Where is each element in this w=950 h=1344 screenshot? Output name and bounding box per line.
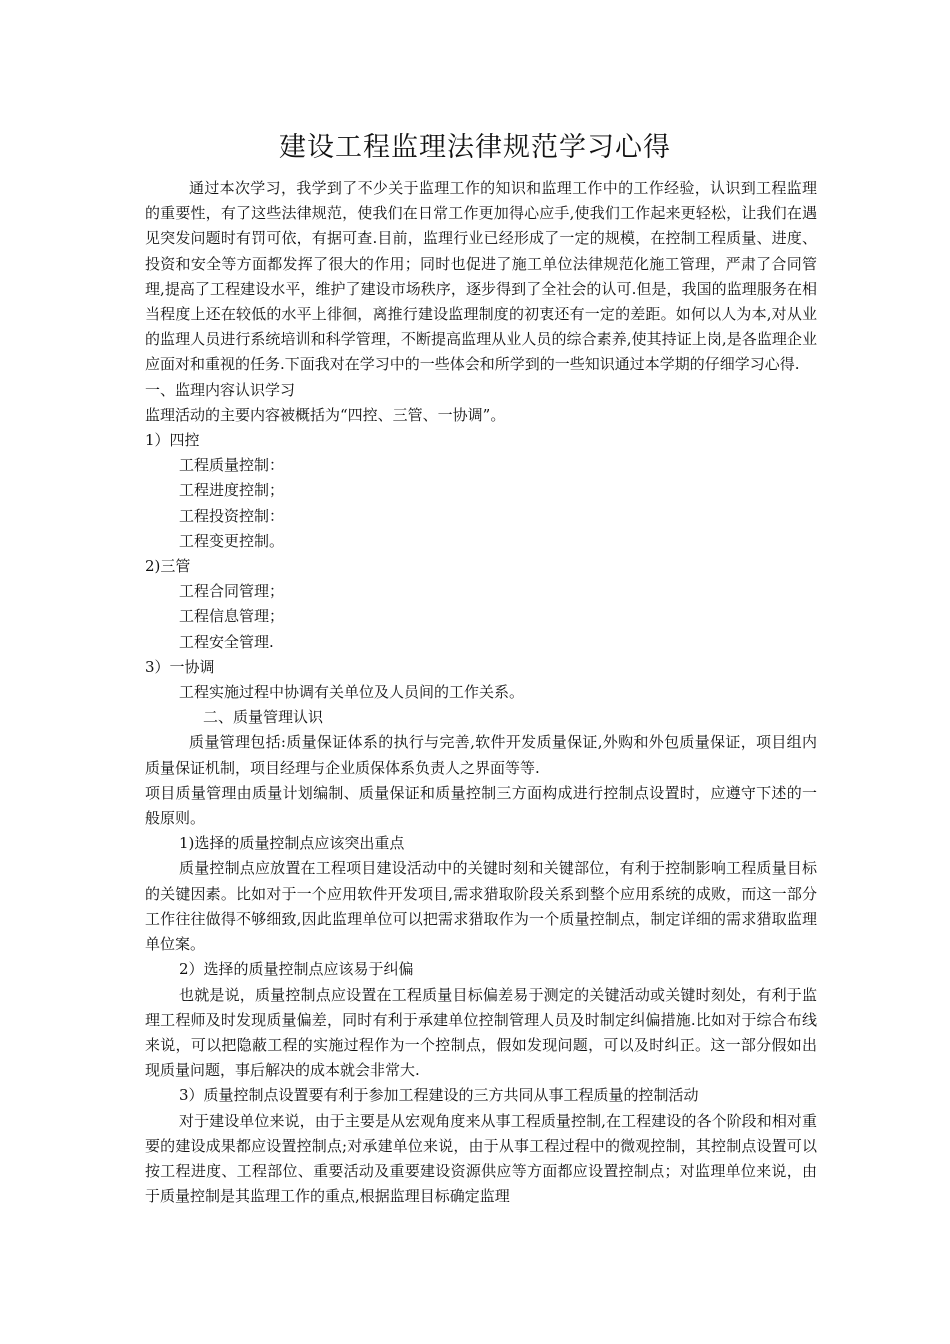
paragraph: 质量管理包括:质量保证体系的执行与完善,软件开发质量保证,外购和外包质量保证，项目组内质量保证机制，项目经理与企业质保体系负责人之界面等等. — [145, 733, 817, 777]
list-item: 工程质量控制： — [179, 456, 285, 475]
principle-heading: 1)选择的质量控制点应该突出重点 — [179, 834, 405, 853]
document-title: 建设工程监理法律规范学习心得 — [279, 132, 671, 163]
subheading-one-coordination: 3）一协调 — [145, 657, 215, 676]
list-item: 工程信息管理； — [179, 607, 285, 626]
document-body — [145, 176, 817, 1209]
paragraph: 质量控制点应放置在工程项目建设活动中的关键时刻和关键部位，有利于控制影响工程质量目标的关键因素。比如对于一个应用软件开发项目,需求猎取阶段关系到整个应用系统的成败，而这一部分工作往往做得不够细致,因此监理单位可以把需求猎取作为一个质量控制点，制定详细的需求猎取监理单位案。 — [145, 859, 817, 954]
principle-heading: 3）质量控制点设置要有利于参加工程建设的三方共同从事工程质量的控制活动 — [179, 1086, 699, 1105]
list-item: 工程合同管理； — [179, 582, 285, 601]
paragraph: 也就是说，质量控制点应设置在工程质量目标偏差易于测定的关键活动或关键时刻处，有利于监理工程师及时发现质量偏差，同时有利于承建单位控制管理人员及时制定纠偏措施.比如对于综合布线来说，可以把隐蔽工程的实施过程作为一个控制点，假如发现问题，可以及时纠正。这一部分假如出现质量问题，事后解决的成本就会非常大. — [145, 985, 817, 1080]
principle-heading: 2）选择的质量控制点应该易于纠偏 — [179, 960, 414, 979]
list-item: 工程进度控制； — [179, 481, 285, 500]
paragraph: 对于建设单位来说，由于主要是从宏观角度来从事工程质量控制,在工程建设的各个阶段和相对重要的建设成果都应设置控制点;对承建单位来说，由于从事工程过程中的微观控制，其控制点设置可以按工程进度、工程部位、重要活动及重要建设资源供应等方面都应设置控制点；对监理单位来说，由于质量控制是其监理工作的重点,根据监理目标确定监理 — [145, 1111, 817, 1206]
subheading-four-controls: 1）四控 — [145, 431, 200, 450]
section-heading-1: 一、监理内容认识学习 — [145, 380, 296, 399]
list-item: 工程安全管理. — [179, 632, 274, 651]
section-heading-2: 二、质量管理认识 — [203, 708, 324, 727]
list-item: 工程投资控制： — [179, 506, 285, 525]
paragraph: 项目质量管理由质量计划编制、质量保证和质量控制三方面构成进行控制点设置时，应遵守下述的一般原则。 — [145, 783, 817, 828]
intro-paragraph: 通过本次学习，我学到了不少关于监理工作的知识和监理工作中的工作经验，认识到工程监理的重要性，有了这些法律规范，使我们在日常工作更加得心应手,使我们工作起来更轻松，让我们在遇见突发问题时有罚可依，有据可查.目前，监理行业已经形成了一定的规模，在控制工程质量、进度、投资和安全等方面都发挥了很大的作用；同时也促进了施工单位法律规范化施工管理，严肃了合同管理,提高了工程建设水平，维护了建设市场秩序，逐步得到了全社会的认可.但是，我国的监理服务在相当程度上还在较低的水平上徘徊，离推行建设监理制度的初衷还有一定的差距。如何以人为本,对从业的监理人员进行系统培训和科学管理，不断提高监理从业人员的综合素养,使其持证上岗,是各监理企业应面对和重视的任务.下面我对在学习中的一些体会和所学到的一些知识通过本学期的仔细学习心得. — [145, 179, 817, 374]
paragraph: 监理活动的主要内容被概括为“四控、三管、一协调”。 — [145, 405, 506, 424]
subheading-three-management: 2)三管 — [145, 557, 191, 576]
list-item: 工程实施过程中协调有关单位及人员间的工作关系。 — [179, 683, 525, 702]
list-item: 工程变更控制。 — [179, 531, 285, 550]
